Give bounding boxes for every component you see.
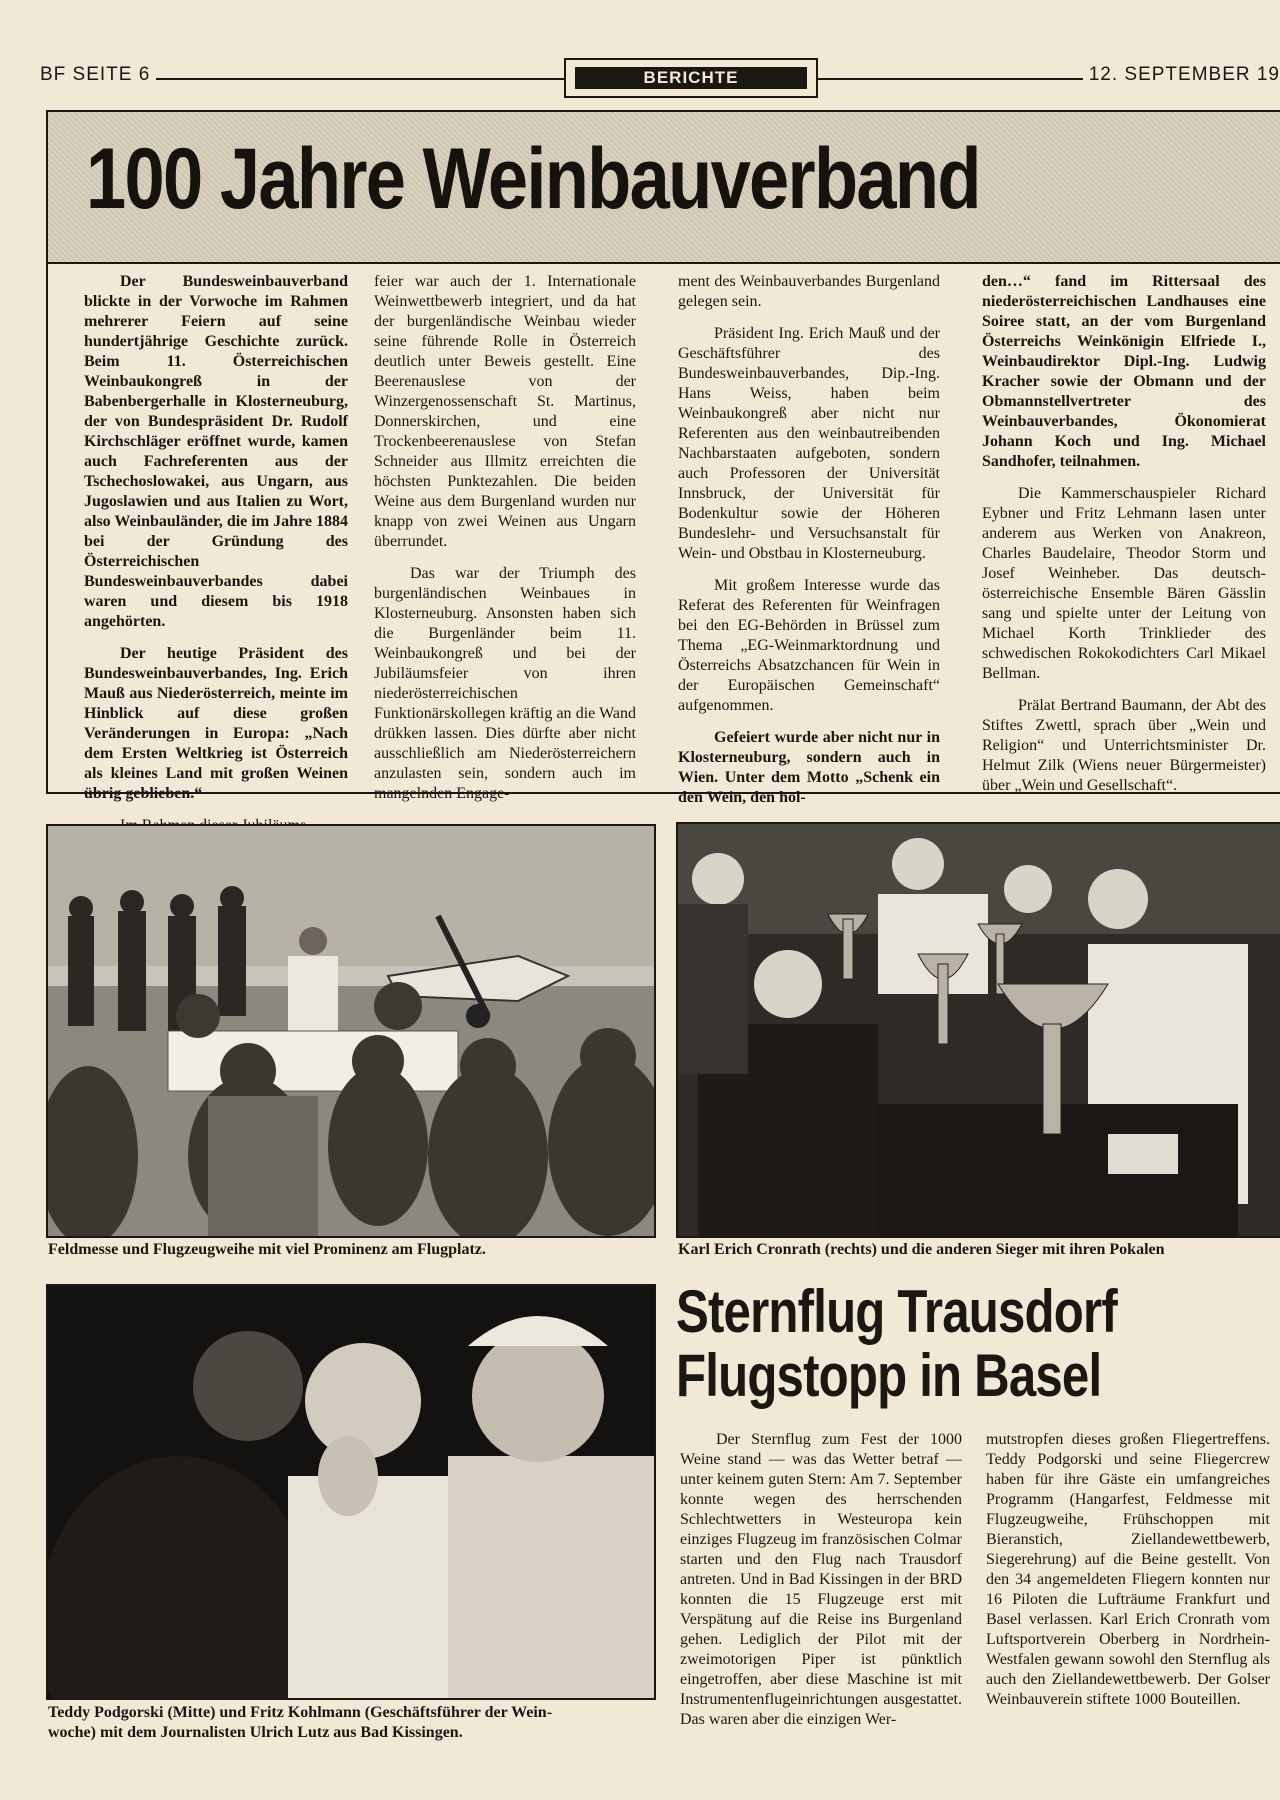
photo-field-mass	[46, 824, 656, 1238]
article-weinbauverband	[46, 110, 1280, 806]
page-header	[40, 58, 1280, 98]
photo-winners	[676, 822, 1280, 1238]
photo-caption: woche) mit dem Journalisten Ulrich Lutz aus Bad Kissingen.	[48, 1724, 463, 1741]
article2-column-2	[986, 1430, 1270, 1710]
headline-band	[48, 112, 1280, 264]
paragraph: Gefeiert wurde aber nicht nur in Klosterneuburg, sondern auch in Wien. Unter dem Motto „Schenk ein den Wein, den hol-	[678, 729, 940, 806]
paragraph: Der heutige Präsident des Bundesweinbauverbandes, Ing. Erich Mauß aus Niederösterreich, meinte im Hinblick auf diese großen Veränderungen in Europa: „Nach dem Ersten Weltkrieg ist Österreich als kleines Land mit großen Weinen übrig geblieben.“	[84, 645, 348, 802]
paragraph: Der Sternflug zum Fest der 1000 Weine stand — was das Wetter betraf — unter keinem guten Stern: Am 7. September konnte wegen des herrschenden Schlechtwetters in Westeuropa kein einziges Flugzeug im französischen Colmar starten und den Flug nach Trausdorf antreten. Und in Bad Kissingen in der BRD konnten die 15 Flugzeuge erst mit Verspätung auf die Reise ins Burgenland gehen. Lediglich der Pilot mit der zweimotorigen Piper ist pünktlich eingetroffen, aber diese Maschine ist mit Instrumentenflugeinrichtungen ausgestattet. Das waren aber die einzigen Wer-	[680, 1431, 962, 1728]
article2-column-1	[680, 1430, 962, 1730]
headline-line-1: Sternflug Trausdorf	[676, 1278, 1117, 1345]
issue-date: 12. SEPTEMBER 19	[1083, 64, 1280, 86]
paragraph: Die Kammerschauspieler Richard Eybner und Fritz Lehmann lasen unter anderem aus Werken von Anakreon, Charles Baudelaire, Theodor Storm und Josef Weinheber. Das deutsch-österreichische Ensemble Bären Gässlin sang und spielte unter der Leitung von Michael Korth Trinklieder des schwedischen Rokokodichters Carl Mikael Bellman.	[982, 485, 1266, 682]
section-label: BERICHTE	[575, 67, 807, 89]
photo-podgorski-image	[48, 1286, 654, 1698]
paragraph: mutstropfen dieses großen Fliegertreffens. Teddy Podgorski und seine Fliegercrew haben für ihre Gäste ein umfangreiches Programm (Hangarfest, Feldmesse mit Flugzeugweihe, Frühschoppen mit Bieranstich, Ziellandewettbewerb, Siegerehrung) auf die Beine gestellt. Von den 34 angemeldeten Fliegern konnten nur 16 Piloten die Lufträume Frankfurt und Basel verlassen. Karl Erich Cronrath vom Luftsportverein Oberberg in Nordrhein-Westfalen gewann sowohl den Sternflug als auch den Ziellandewettbewerb. Der Golser Weinbauverein stiftete 1000 Bouteillen.	[986, 1431, 1270, 1708]
section-label-box	[564, 58, 818, 98]
paragraph: den…“ fand im Rittersaal des niederösterreichischen Landhauses eine Soiree statt, an der vom Burgenland Österreichs Weinkönigin Elfriede I., Weinbaudirektor Dipl.-Ing. Ludwig Kracher sowie der Obmann und der Obmannstellvertreter des Weinbauverbandes, Ökonomierat Johann Koch und Ing. Michael Sandhofer, teilnahmen.	[982, 273, 1266, 470]
article-column-1	[84, 272, 348, 836]
article-column-3	[678, 272, 940, 808]
paragraph: feier war auch der 1. Internationale Weinwettbewerb integriert, und da hat der burgenländische Weinbau wieder seine führende Rolle in Österreich deutlich unter Beweis gestellt. Eine Beerenauslese von der Winzergenossenschaft St. Martinus, Donnerskirchen, und eine Trockenbeerenauslese von Stefan Schneider aus Illmitz erreichten die höchsten Punktezahlen. Die beiden Weine aus dem Burgenland wurden nur knapp von zwei Weinen aus Ungarn überrundet.	[374, 273, 636, 550]
headline-sternflug	[676, 1280, 1117, 1408]
photo-caption: Teddy Podgorski (Mitte) und Fritz Kohlmann (Geschäftsführer der Wein-	[48, 1704, 553, 1721]
article-column-4	[982, 272, 1266, 796]
photo-caption: Feldmesse und Flugzeugweihe mit viel Prominenz am Flugplatz.	[48, 1241, 486, 1258]
photo-winners-image	[678, 824, 1280, 1236]
paragraph: Prälat Bertrand Baumann, der Abt des Stiftes Zwettl, sprach über „Wein und Religion“ und Unterrichtsminister Dr. Helmut Zilk (Wiens neuer Bürgermeister) über „Wein und Gesellschaft“.	[982, 697, 1266, 794]
photo-field-mass-image	[48, 826, 654, 1236]
article-column-2	[374, 272, 636, 804]
headline: 100 Jahre Weinbauverband	[86, 131, 980, 227]
page-number: BF SEITE 6	[40, 64, 156, 86]
paragraph: Das war der Triumph des burgenländischen Weinbaues in Klosterneuburg. Ansonsten haben sich die Burgenländer beim 11. Weinbaukongreß und bei der Jubiläumsfeier von ihren niederösterreichischen Funktionärskollegen kräftig an die Wand drükken lassen. Dies dürfte aber nicht ausschließlich am Niederösterreichern anzulasten sein, sondern auch im mangelnden Engage-	[374, 565, 636, 802]
paragraph: Mit großem Interesse wurde das Referat des Referenten für Weinfragen bei den EG-Behörden in Brüssel zum Thema „EG-Weinmarktordnung und Österreichs Absatzchancen für Wein in der Europäischen Gemeinschaft“ aufgenommen.	[678, 577, 940, 714]
paragraph: Präsident Ing. Erich Mauß und der Geschäftsführer des Bundesweinbauverbandes, Dip.-Ing. Hans Weiss, haben beim Weinbaukongreß aber nicht nur Referenten aus den weinbautreibenden Nachbarstaaten aufgeboten, sondern auch Professoren der Universität Innsbruck, der Universität für Bodenkultur sowie der Höheren Bundeslehr- und Versuchsanstalt für Wein- und Obstbau in Klosterneuburg.	[678, 325, 940, 562]
headline-line-2: Flugstopp in Basel	[676, 1342, 1102, 1409]
paragraph: ment des Weinbauverbandes Burgenland gelegen sein.	[678, 273, 940, 310]
photo-podgorski	[46, 1284, 656, 1700]
photo-caption: Karl Erich Cronrath (rechts) und die anderen Sieger mit ihren Pokalen	[678, 1241, 1165, 1258]
paragraph: Der Bundesweinbauverband blickte in der Vorwoche im Rahmen mehrerer Feiern auf seine hundertjährige Geschichte zurück. Beim 11. Österreichischen Weinbaukongreß in der Babenbergerhalle in Klosterneuburg, der von Bundespräsident Dr. Rudolf Kirchschläger eröffnet wurde, kamen auch Fachreferenten aus der Tschechoslowakei, aus Ungarn, aus Jugoslawien und aus Italien zu Wort, also Weinbauländer, die im Jahre 1884 bei der Gründung des Österreichischen Bundesweinbauverbandes dabei waren und diesem bis 1918 angehörten.	[84, 273, 348, 630]
